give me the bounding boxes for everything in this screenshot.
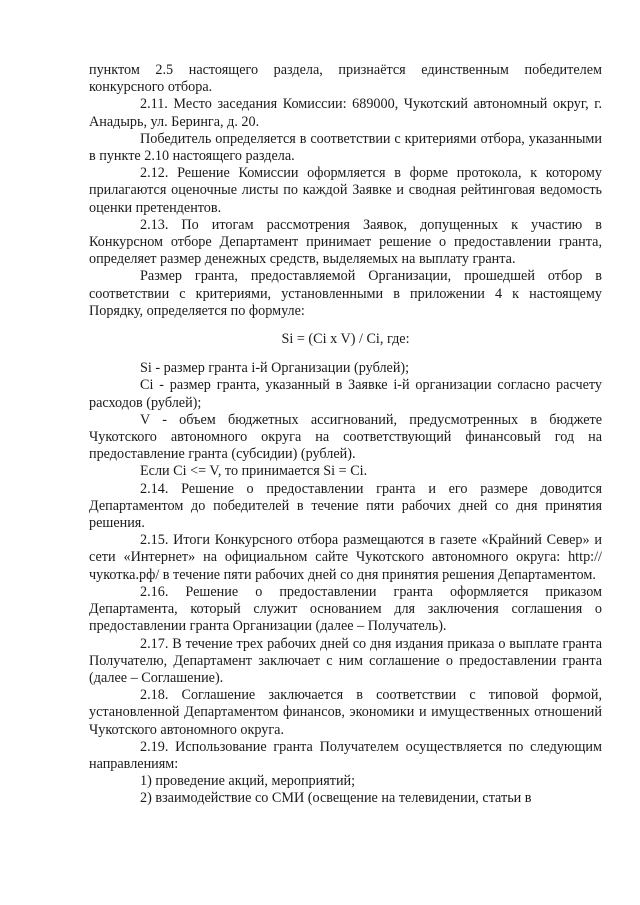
paragraph-2-14: 2.14. Решение о предоставлении гранта и его размере доводится Департаментом до победителей в течение пяти рабочих дней со дня принятия решения. bbox=[89, 480, 602, 532]
paragraph-winner-criteria: Победитель определяется в соответствии с критериями отбора, указанными в пункте 2.10 настоящего раздела. bbox=[89, 130, 602, 165]
paragraph-2-12: 2.12. Решение Комиссии оформляется в форме протокола, к которому прилагаются оценочные листы по каждой Заявке и сводная рейтинговая ведомость оценки претендентов. bbox=[89, 165, 602, 216]
paragraph-2-15: 2.15. Итоги Конкурсного отбора размещаются в газете «Крайний Север» и сети «Интернет» на официальном сайте Чукотского автономного округа: http://чукотка.рф/ в течение пяти рабочих дней со дня принятия решения Департаментом. bbox=[89, 532, 602, 583]
document-page bbox=[89, 62, 602, 808]
paragraph-v-definition: V - объем бюджетных ассигнований, предусмотренных в бюджете Чукотского автономного округа на соответствующий финансовый год на предоставление гранта (субсидии) (рублей). bbox=[89, 411, 602, 463]
paragraph-2-16: 2.16. Решение о предоставлении гранта оформляется приказом Департамента, который служит основанием для заключения соглашения о предоставлении гранта Организации (далее – Получатель). bbox=[89, 583, 602, 635]
formula: Si = (Ci x V) / Ci, где: bbox=[281, 331, 410, 348]
paragraph-2-17: 2.17. В течение трех рабочих дней со дня издания приказа о выплате гранта Получателю, Департамент заключает с ним соглашение о предоставлении гранта (далее – Соглашение). bbox=[89, 635, 602, 686]
paragraph-2-18: 2.18. Соглашение заключается в соответствии с типовой формой, установленной Департаментом финансов, экономики и имущественных отношений Чукотского автономного округа. bbox=[89, 687, 602, 738]
paragraph-2-19: 2.19. Использование гранта Получателем осуществляется по следующим направлениям: bbox=[89, 738, 602, 772]
paragraph-ci-definition: Ci - размер гранта, указанный в Заявке i-й организации согласно расчету расходов (рублей); bbox=[89, 377, 602, 411]
paragraph-continuation: пунктом 2.5 настоящего раздела, признаётся единственным победителем конкурсного отбора. bbox=[89, 62, 602, 96]
paragraph-2-13: 2.13. По итогам рассмотрения Заявок, допущенных к участию в Конкурсном отборе Департамент принимает решение о предоставлении гранта, определяет размер денежных средств, выделяемых на выплату гранта. bbox=[89, 216, 602, 268]
paragraph-condition: Если Ci <= V, то принимается Si = Ci. bbox=[140, 463, 368, 480]
paragraph-2-11: 2.11. Место заседания Комиссии: 689000, Чукотский автономный округ, г. Анадырь, ул. Беринга, д. 20. bbox=[89, 96, 602, 130]
list-item-2: 2) взаимодействие со СМИ (освещение на телевидении, статьи в bbox=[140, 790, 532, 807]
paragraph-grant-size: Размер гранта, предоставляемой Организации, прошедшей отбор в соответствии с критериями, установленными в приложении 4 к настоящему Порядку, определяется по формуле: bbox=[89, 268, 602, 319]
paragraph-si-definition: Si - размер гранта i-й Организации (рублей); bbox=[140, 360, 410, 377]
list-item-1: 1) проведение акций, мероприятий; bbox=[140, 773, 356, 790]
